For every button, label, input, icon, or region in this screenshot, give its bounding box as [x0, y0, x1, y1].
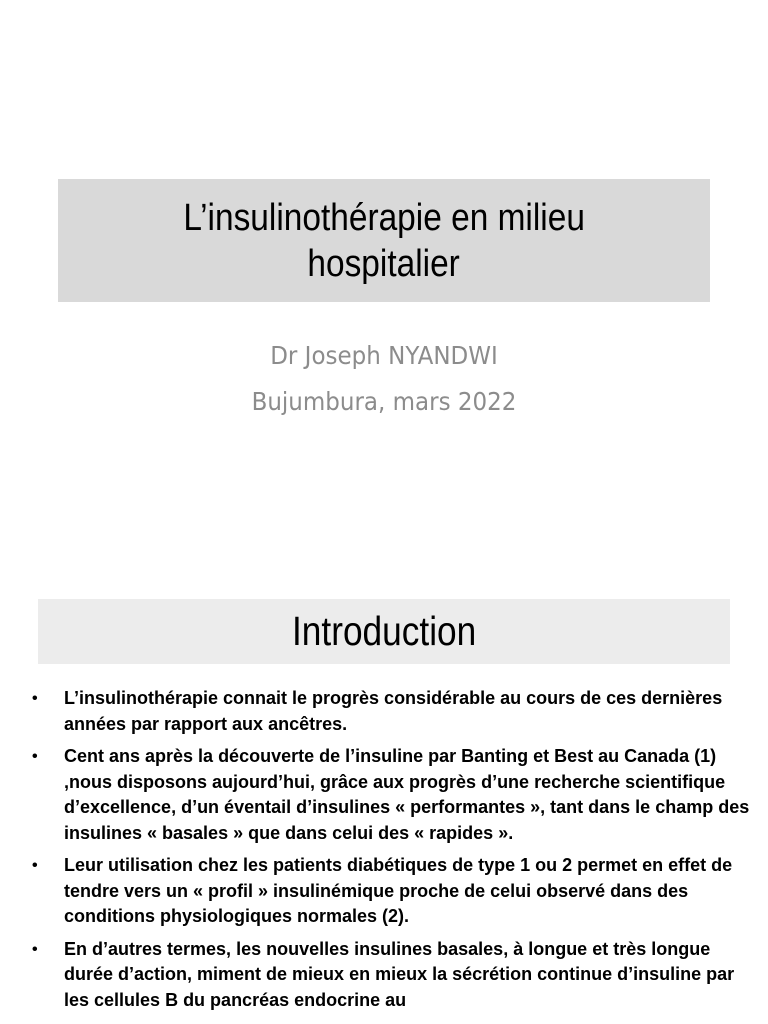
bullet-marker: •: [32, 857, 38, 874]
bullet-marker: •: [32, 690, 38, 707]
bullet-list: [32, 686, 758, 1020]
bullet-marker: •: [32, 748, 38, 765]
bullet-item: [32, 853, 758, 930]
bullet-text: Leur utilisation chez les patients diabétiques de type 1 ou 2 permet en effet de tendre vers un « profil » insulinémique proche de celui observé dans des conditions physiologiques normales (2).: [64, 855, 733, 926]
subtitle: [0, 333, 768, 425]
bullet-item: [32, 937, 758, 1014]
slide-title-line-2: hospitalier: [307, 242, 461, 285]
place-date: Bujumbura, mars 2022: [251, 387, 517, 416]
introduction-slide: [0, 576, 768, 1024]
bullet-text: Cent ans après la découverte de l’insuline par Banting et Best au Canada (1) ,nous disposons aujourd’hui, grâce aux progrès d’une recherche scientifique d’excellence, d’un éventail d’insulines « performantes », tant dans le champ des insulines « basales » que dans celui des « rapides ».: [64, 746, 750, 843]
bullet-text: En d’autres termes, les nouvelles insulines basales, à longue et très longue durée d’action, miment de mieux en mieux la sécrétion continue d’insuline par les cellules B du pancréas endocrine au: [64, 938, 735, 1010]
bullet-text: L’insulinothérapie connait le progrès considérable au cours de ces dernières années par rapport aux ancêtres.: [64, 688, 723, 734]
bullet-item: [32, 744, 758, 846]
slide-title-line-1: L’insulinothérapie en milieu: [183, 196, 585, 239]
author-name: Dr Joseph NYANDWI: [270, 341, 498, 370]
bullet-marker: •: [32, 940, 38, 958]
intro-title: Introduction: [291, 608, 477, 654]
intro-title-box: [38, 599, 730, 664]
title-box: [58, 179, 710, 302]
bullet-item: [32, 686, 758, 737]
